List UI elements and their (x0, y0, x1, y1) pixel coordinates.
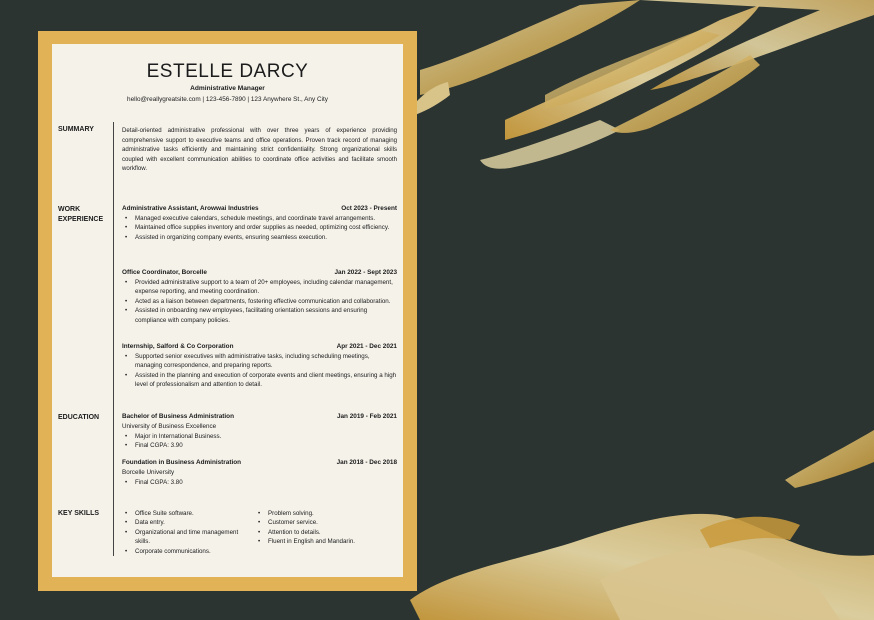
list-item: • Fluent in English and Mandarin. (268, 537, 398, 546)
job-bullets (122, 278, 397, 325)
list-item: • Assisted in organizing company events, ensuring seamless execution. (135, 233, 397, 242)
summary-text: Detail-oriented administrative professional with over three years of experience providing comprehensive support to executive teams and office operations. Proven track record of managing administrative tasks efficiently and maintaining strict confidentiality. Strong organizational skills coupled with excellent communication abilities to coordinate office activities and facilitate smooth workflow. (122, 127, 397, 173)
list-item: • Office Suite software. (135, 509, 245, 518)
list-item: • Attention to details. (268, 528, 398, 537)
job-title: Administrative Assistant, Arowwai Industries (122, 205, 259, 212)
job-dates: Jan 2022 - Sept 2023 (334, 269, 397, 276)
candidate-name: ESTELLE DARCY (146, 61, 309, 82)
list-item: • Managed executive calendars, schedule meetings, and coordinate travel arrangements. (135, 214, 397, 223)
section-label-work-line1: WORK (58, 206, 81, 213)
list-item: • Assisted in onboarding new employees, facilitating orientation sessions and ensuring compliance with company policies. (135, 306, 397, 325)
list-item: • Acted as a liaison between departments, fostering effective communication and collaboration. (135, 297, 397, 306)
list-item: • Supported senior executives with administrative tasks, including scheduling meetings, managing correspondence, and preparing reports. (135, 352, 397, 371)
list-item: • Provided administrative support to a team of 20+ employees, including calendar management, expense reporting, and meeting coordination. (135, 278, 397, 297)
list-item: • Problem solving. (268, 509, 398, 518)
contact-line: hello@reallygreatsite.com | 123-456-7890 | 123 Anywhere St., Any City (127, 96, 328, 103)
resume-page (52, 44, 403, 577)
brushstroke-5 (480, 120, 620, 169)
job-title: Internship, Salford & Co Corporation (122, 343, 234, 350)
section-label-work-line2: EXPERIENCE (58, 216, 104, 223)
list-item: • Assisted in the planning and execution of corporate events and client meetings, ensuring a high level of professionalism and attention to detail. (135, 371, 397, 390)
job-bullets (122, 352, 397, 390)
degree-title: Foundation in Business Administration (122, 459, 242, 466)
education-bullets (122, 432, 397, 451)
job-dates: Oct 2023 - Present (341, 205, 397, 212)
education-bullets (122, 478, 397, 487)
list-item: • Final CGPA: 3.90 (135, 441, 397, 450)
brushstroke-8 (785, 430, 874, 488)
degree-dates: Jan 2018 - Dec 2018 (336, 459, 397, 466)
list-item: • Corporate communications. (135, 547, 245, 556)
section-label-summary: SUMMARY (58, 126, 94, 133)
candidate-role: Administrative Manager (190, 85, 265, 92)
job-title: Office Coordinator, Borcelle (122, 269, 207, 276)
degree-title: Bachelor of Business Administration (122, 413, 234, 420)
job-dates: Apr 2021 - Dec 2021 (336, 343, 397, 350)
skills-list-left (122, 509, 245, 556)
section-divider (113, 122, 114, 556)
degree-dates: Jan 2019 - Feb 2021 (336, 413, 397, 420)
list-item: • Final CGPA: 3.80 (135, 478, 397, 487)
list-item: • Customer service. (268, 518, 398, 527)
school-name: Borcelle University (122, 469, 175, 476)
list-item: • Organizational and time management skills. (135, 528, 245, 547)
section-label-education: EDUCATION (58, 414, 100, 421)
list-item: • Major in International Business. (135, 432, 397, 441)
education-entry-header (122, 459, 397, 469)
list-item: • Maintained office supplies inventory and order supplies as needed, optimizing cost efficiency. (135, 223, 397, 232)
education-entry-header (122, 413, 397, 423)
list-item: • Data entry. (135, 518, 245, 527)
skills-list-right (255, 509, 398, 547)
section-label-skills: KEY SKILLS (58, 510, 100, 517)
job-bullets (122, 214, 397, 242)
school-name: University of Business Excellence (122, 423, 217, 430)
